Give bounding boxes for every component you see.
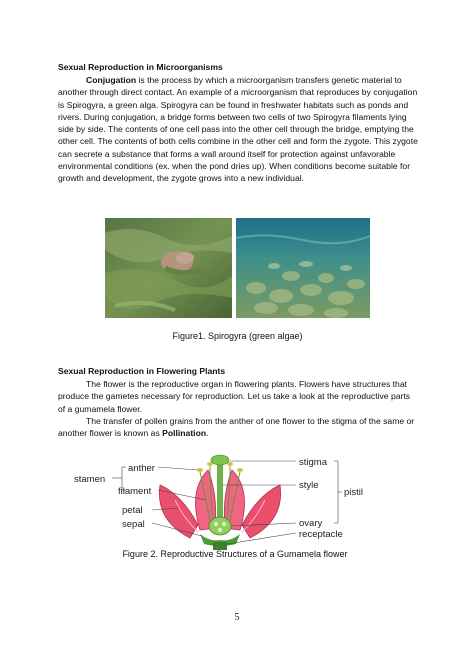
style-shape bbox=[217, 464, 223, 522]
pollination-term: Pollination bbox=[162, 428, 207, 439]
figure2-caption: Figure 2. Reproductive Structures of a Gumamela flower bbox=[122, 549, 348, 559]
conjugation-body: is the process by which a microorganism transfers genetic material to another through direct contact. An example of a microorganism that reproduces by conjugation is Spirogyra, a green alga. Spirogyra can be found in freshwater habitats such as ponds and rivers. During conjugation, a bridge forms between two cells of two Spirogyra filaments lying side by side. The contents of one cell pass into the other cell through the bridge, emptying the other cell. The contents of both cells combine in the other cell and form the zygote. This zygote can secrete a substance that forms a wall around itself for protection against unfavorable environmental conditions (ex. when the pond dries up). When conditions become suitable for growth and development, the zygote grows into a new individual. bbox=[58, 75, 418, 184]
section-heading-flowering-plants: Sexual Reproduction in Flowering Plants bbox=[58, 366, 226, 376]
flower-paragraph bbox=[58, 378, 418, 415]
label-style: style bbox=[299, 480, 319, 491]
page-number: 5 bbox=[234, 612, 240, 623]
label-receptacle: receptacle bbox=[299, 529, 343, 540]
label-ovary: ovary bbox=[299, 518, 323, 529]
spirogyra-water-photo bbox=[236, 218, 370, 318]
pollination-text: The transfer of pollen grains from the anther of one flower to the stigma of the same or another flower is known as bbox=[58, 416, 415, 439]
flower-paragraph-text: The flower is the reproductive organ in flowering plants. Flowers have structures that produce the gametes necessary for reproduction. Let us take a look at the reproductive parts of a gumamela flower. bbox=[58, 379, 411, 414]
label-sepal: sepal bbox=[122, 519, 145, 530]
label-filament: filament bbox=[118, 486, 152, 497]
pollination-paragraph bbox=[58, 415, 418, 440]
stigma-shape bbox=[211, 455, 229, 465]
label-stamen: stamen bbox=[74, 474, 106, 485]
conjugation-paragraph bbox=[58, 74, 418, 185]
label-stigma: stigma bbox=[299, 457, 327, 468]
label-petal: petal bbox=[122, 505, 143, 516]
gumamela-flower-diagram bbox=[60, 450, 380, 550]
ovary-shape bbox=[209, 517, 231, 535]
figure1-caption: Figure1. Spirogyra (green algae) bbox=[172, 331, 303, 341]
conjugation-term: Conjugation bbox=[86, 75, 137, 85]
label-anther: anther bbox=[128, 463, 155, 474]
section-heading-microorganisms: Sexual Reproduction in Microorganisms bbox=[58, 62, 223, 72]
spirogyra-hand-photo bbox=[105, 218, 232, 318]
label-pistil: pistil bbox=[344, 487, 364, 498]
pollination-period: . bbox=[206, 428, 209, 439]
